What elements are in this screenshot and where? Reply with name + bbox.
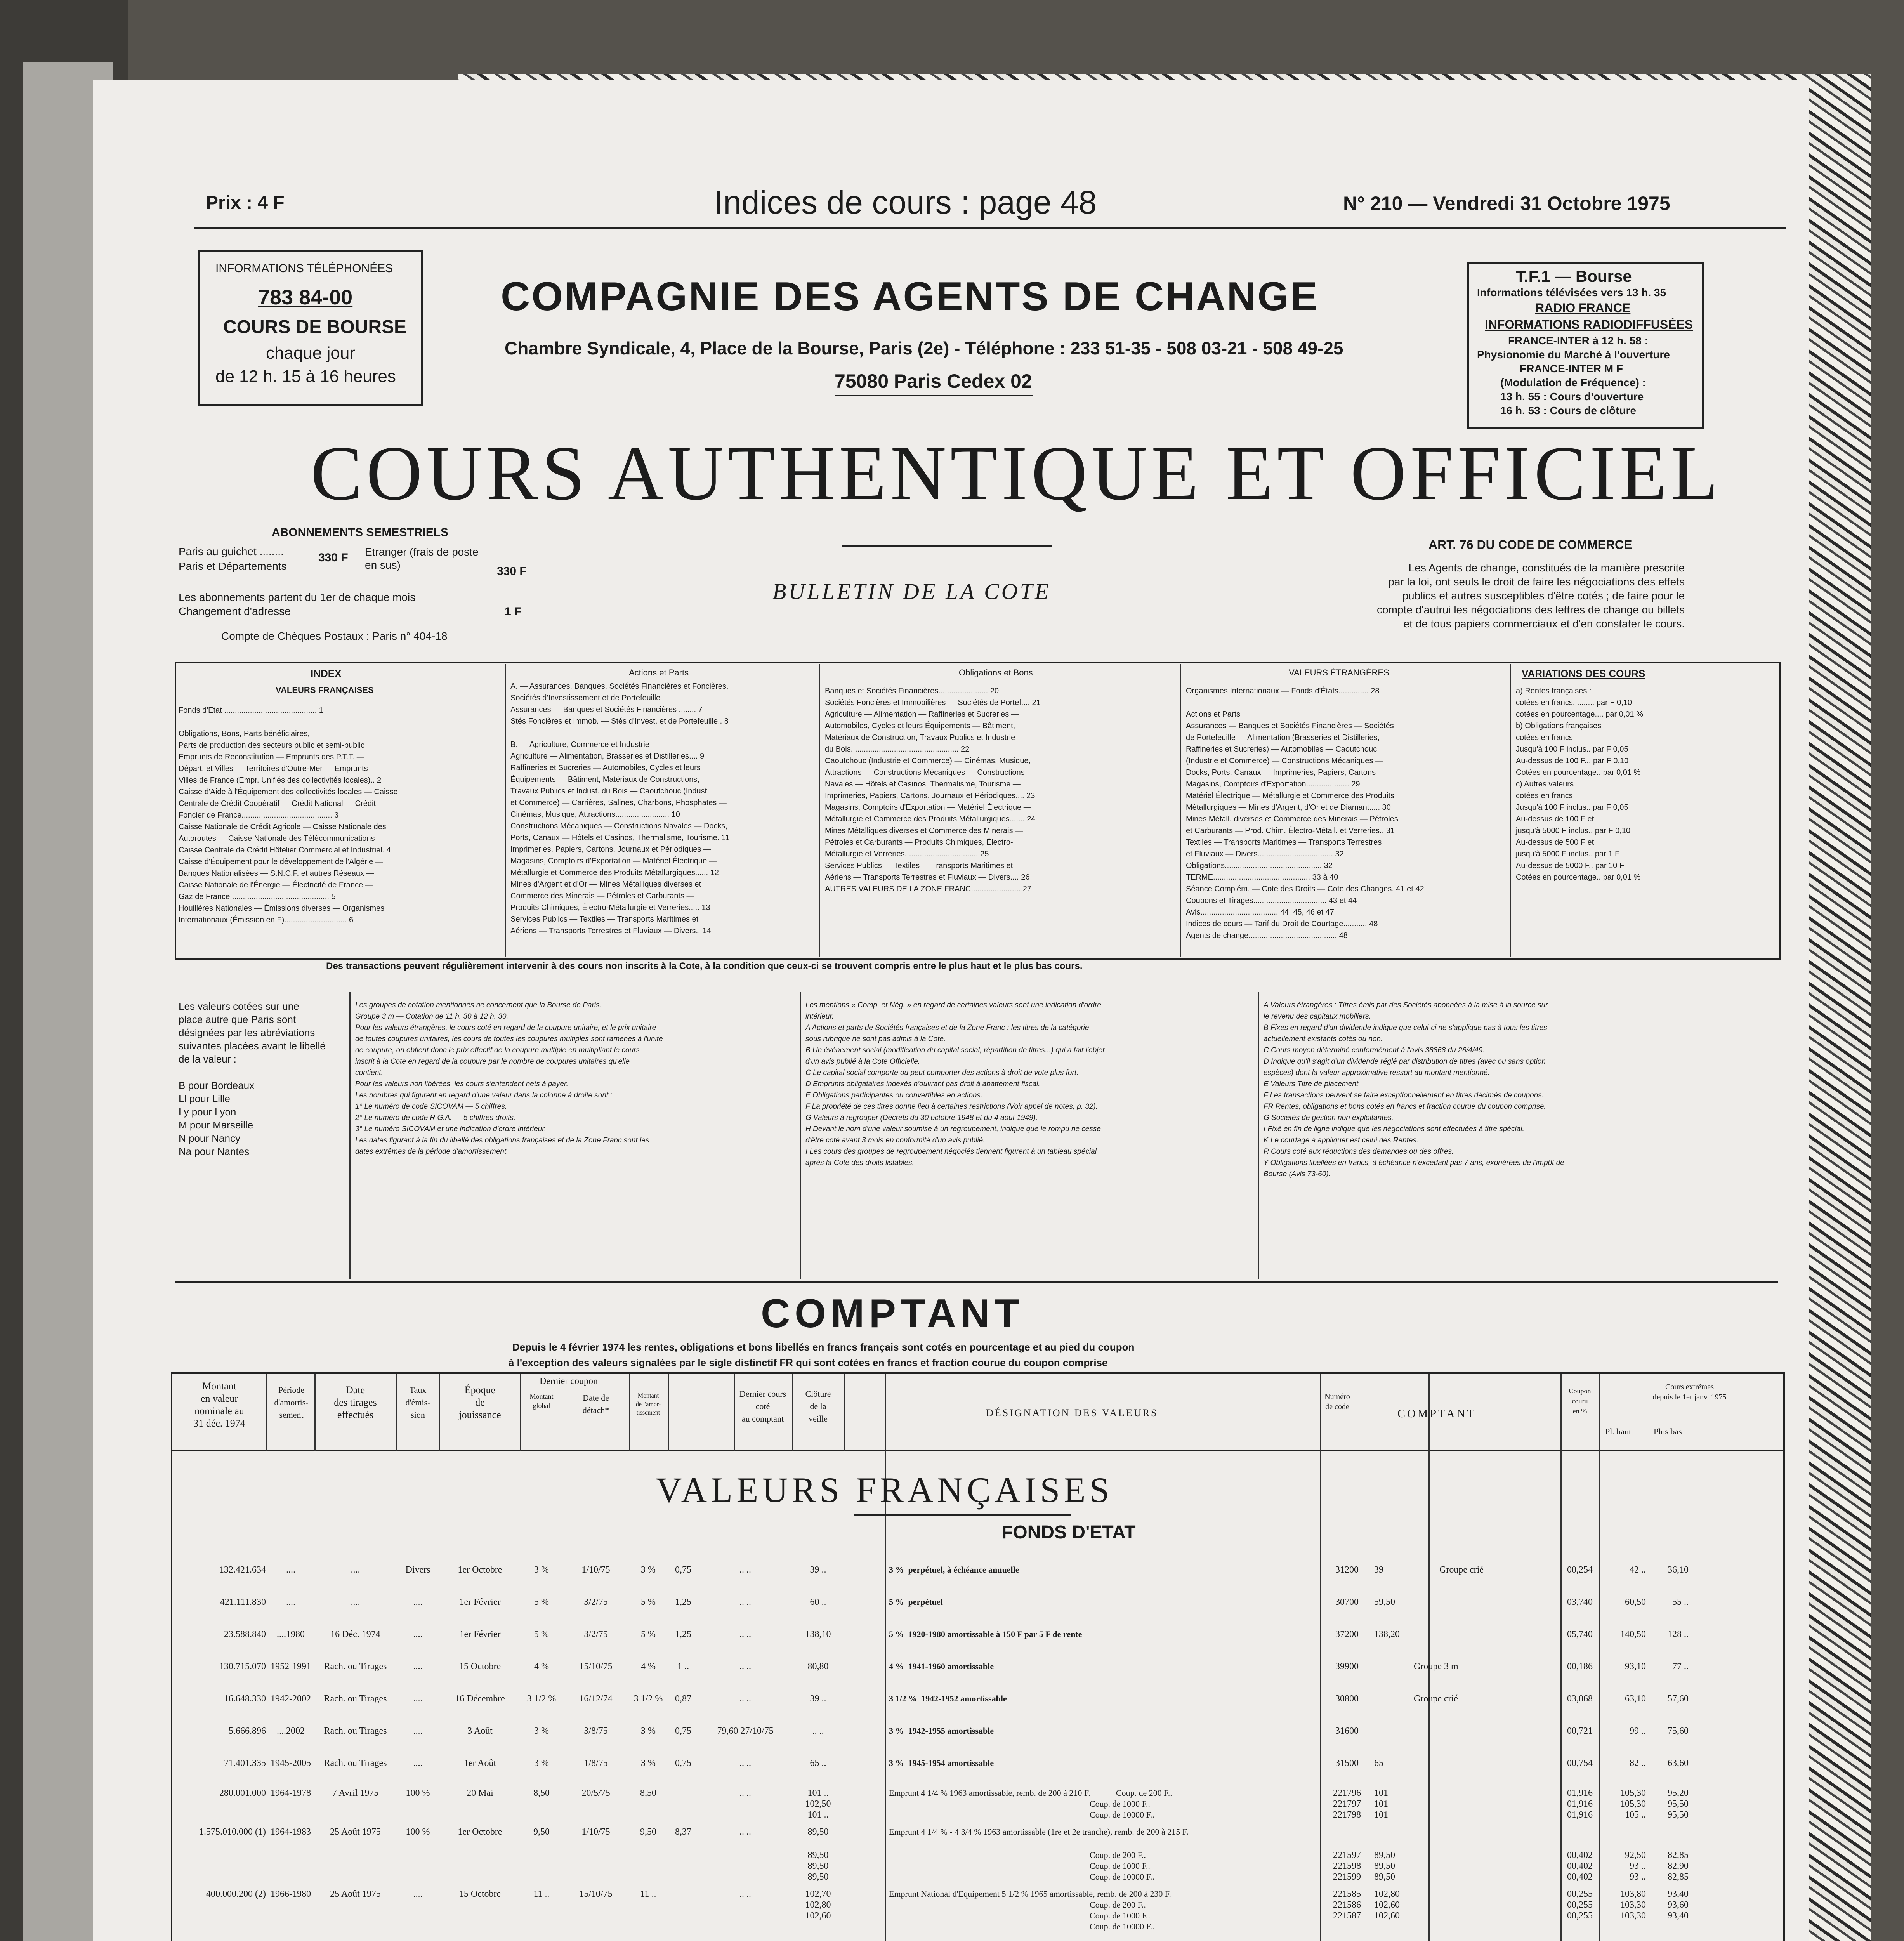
abonnements-p2: 330 F — [497, 565, 527, 578]
newspaper-page — [93, 80, 1809, 1941]
table-cell-haut: 103,80 103,30 103,30 — [1620, 1889, 1646, 1921]
table-cell-taux: .... — [413, 1726, 423, 1736]
table-cell-tirages: Rach. ou Tirages — [324, 1726, 387, 1736]
table-cell-bas: 95,20 95,50 95,50 — [1668, 1788, 1689, 1820]
table-cell-coupon: 8,50 — [533, 1788, 550, 1798]
tf1-l4: FRANCE-INTER à 12 h. 58 : — [1508, 335, 1648, 347]
notes-divider — [349, 992, 351, 1279]
table-cell-montant: 130.715.070 — [219, 1661, 266, 1672]
table-cell-date: 15/10/75 — [579, 1889, 613, 1899]
table-cell-comptant: 102,80 102,60 102,60 — [1374, 1889, 1400, 1921]
table-cell-periode: 1942-2002 — [271, 1694, 311, 1704]
table-cell-montant: 400.000.200 (2) — [206, 1889, 266, 1899]
notes-divider — [800, 992, 801, 1279]
table-cell-dernier: .. .. — [739, 1565, 751, 1575]
table-cell-coupon: 3 % — [534, 1565, 549, 1575]
table-cell-tirages: .... — [351, 1565, 360, 1575]
table-cell-montant: 5.666.896 — [229, 1726, 266, 1736]
table-cell-bas: 77 .. — [1672, 1661, 1689, 1672]
table-cell-taux: 100 % — [406, 1827, 430, 1837]
table-cell-designation: Emprunt 4 1/4 % 1963 amortissable, remb. de 200 à 210 F. Coup. de 200 F.. Coup. de 1000 F.. Coup. de 10000 F.. — [889, 1788, 1172, 1819]
company-cedex: 75080 Paris Cedex 02 — [835, 370, 1032, 392]
table-cell-dernier: .. .. — [739, 1827, 751, 1837]
table-cell-amort: 3 1/2 % — [634, 1694, 663, 1704]
table-cell-date: 3/2/75 — [584, 1597, 608, 1607]
table-cell-designation: 3 1/2 % 1942-1952 amortissable — [889, 1694, 1007, 1703]
section-title: VALEURS FRANÇAISES — [656, 1470, 1113, 1510]
table-cell-tirages: Rach. ou Tirages — [324, 1758, 387, 1768]
tf1-l5: Physionomie du Marché à l'ouverture — [1477, 349, 1670, 361]
col-divider — [668, 1374, 669, 1451]
table-cell-tirages: Rach. ou Tirages — [324, 1661, 387, 1672]
tf1-l7: (Modulation de Fréquence) : — [1500, 377, 1646, 389]
table-cell-periode: 1952-1991 — [271, 1661, 311, 1672]
notes-mid2: Les mentions « Comp. et Nég. » en regard de certaines valeurs sont une indication d'ordre intérieur. A Actions et parts de Sociétés françaises et de la Zone Franc : les titres de la catégorie sous rubrique ne sont pas admis à la Cote. B Un événement social (modification du capital social, répartition de titres...) qui a fait l'objet d'un avis publié à la Cote Officielle. C Le capital social comporte ou peut comporter des actions à droit de vote plus fort. D Emprunts obligataires indexés n'ouvrant pas droit à abattement fiscal. E Obligations participantes ou convertibles en actions. F La propriété de ces titres donne lieu à certaines restrictions (Voir appel de notes, p. 32). G Valeurs à regrouper (Décrets du 30 octobre 1948 et du 4 août 1949). H Devant le nom d'une valeur soumise à un regroupement, indique que le rompu ne cesse d'être coté avant 3 mois en conformité d'un avis publié. I Les cours des groupes de regroupement négociés tiennent figurent à un tableau spécial après la Cote des droits listables. — [805, 1001, 1105, 1167]
table-cell-taux: .... — [413, 1597, 423, 1607]
table-cell-date: 20/5/75 — [581, 1788, 610, 1798]
index-col3: Banques et Sociétés Financières....................... 20 Sociétés Foncières et Immobilières — Sociétés de Portef.... 21 Agriculture — Alimentation — Raffineries et Sucreries — Automobiles, Cycles et leurs Équipements — Bâtiment, Matériaux de Construction, Travaux Publics et Industrie du Bois.................................................. 22 Caoutchouc (Industrie et Commerce) — Cinémas, Musique, Attractions — Constructions Mécaniques — Constructions Navales — Hôtels et Casinos, Thermalisme, Tourisme — Imprimeries, Papiers, Cartons, Journaux et Périodiques.... 23 Magasins, Comptoirs d'Exportation — Matériel Électrique — Métallurgie et Commerce des Produits Métallurgiques....... 24 Mines Métalliques diverses et Commerce des Minerais — Pétroles et Carburants — Produits Chimiques, Électro- Métallurgie et Verreries.................................. 25 Services Publics — Textiles — Transports Maritimes et Aériens — Transports Terrestres et Fluviaux — Divers.... 26 AUTRES VALEURS DE LA ZONE FRANC....................... 27 — [825, 687, 1041, 893]
table-cell-designation: 5 % 1920-1980 amortissable à 150 F par 5 F de rente — [889, 1629, 1082, 1639]
abonnements-l4: Les abonnements partent du 1er de chaque mois — [179, 591, 416, 603]
notes-divider — [1258, 992, 1259, 1279]
index-col4-title: VALEURS ÉTRANGÈRES — [1289, 668, 1389, 677]
th-dernier-cours: Dernier cours coté au comptant — [739, 1389, 786, 1424]
comptant-sub1: Depuis le 4 février 1974 les rentes, obligations et bons libellés en francs français sont cotés en pourcentage et au pied du coupon — [512, 1341, 1135, 1353]
index-col4: Organismes Internationaux — Fonds d'États.............. 28 Actions et Parts Assurances — Banques et Sociétés Financières — Sociétés de Portefeuille — Alimentation (Brasseries et Distilleries, Raffineries et Sucreries) — Automobiles — Caoutchouc (Industrie et Commerce) — Constructions Mécaniques — Docks, Ports, Canaux — Imprimeries, Papiers, Cartons — Magasins, Comptoirs d'Exportation.................... 29 Matériel Électrique — Métallurgie et Commerce des Produits Métallurgiques — Mines d'Argent, d'Or et de Diamant..... 30 Mines Métall. diverses et Commerce des Minerais — Pétroles et Carburants — Prod. Chim. Électro-Métall. et Verreries.. 31 Textiles — Transports Maritimes — Transports Terrestres et Fluviaux — Divers................................... 32 Obligations............................................. 32 TERME............................................. 33 à 40 Séance Complém. — Cote des Droits — Cote des Changes. 41 et 42 Coupons et Tirages.................................. 43 et 44 Avis.................................... 44, 45, 46 et 47 Indices de cours — Tarif du Droit de Courtage........... 48 Agents de change......................................... 48 — [1186, 687, 1424, 940]
table-cell-epoque: 15 Octobre — [459, 1661, 501, 1672]
th-montant-amort: Montant de l'amor- tissement — [635, 1392, 661, 1416]
table-cell-comptant: 138,20 — [1374, 1629, 1400, 1639]
index-col2-title: Actions et Parts — [629, 668, 689, 677]
table-cell-date: 16/12/74 — [579, 1694, 613, 1704]
table-cell-date: 1/8/75 — [584, 1758, 608, 1768]
comptant-title: COMPTANT — [761, 1291, 1024, 1336]
table-cell-cloture: 65 .. — [810, 1758, 826, 1768]
table-cell-cloture: 80,80 — [807, 1661, 829, 1672]
abonnements-p3: 1 F — [505, 605, 522, 618]
abonnements-l1: Paris au guichet ........ — [179, 545, 284, 557]
table-cell-coupon: 11 .. — [533, 1889, 550, 1899]
table-cell-date: 15/10/75 — [579, 1661, 613, 1672]
abonnements-title: ABONNEMENTS SEMESTRIELS — [272, 526, 449, 539]
phone-number: 783 84-00 — [258, 286, 353, 309]
table-cell-tirages: 7 Avril 1975 — [332, 1788, 379, 1798]
abonnements-l5: Changement d'adresse — [179, 605, 291, 617]
company-address: Chambre Syndicale, 4, Place de la Bourse, Paris (2e) - Téléphone : 233 51-35 - 508 03-21 - 508 49-25 — [505, 338, 1343, 358]
table-cell-epoque: 15 Octobre — [459, 1889, 501, 1899]
th-epoque: Époque de jouissance — [459, 1384, 501, 1420]
table-cell-periode: 1966-1980 — [271, 1889, 311, 1899]
table-cell-cloture: 89,50 89,50 89,50 — [807, 1850, 829, 1882]
notes-mid1: Les groupes de cotation mentionnés ne concernent que la Bourse de Paris. Groupe 3 m — Cotation de 11 h. 30 à 12 h. 30. Pour les valeurs étrangères, le cours coté en regard de la coupure unitaire, et le prix unitaire de toutes coupures unitaires, les cours de toutes les coupures multiples sont ramenés à l'unité de coupure, on obtient donc le prix effectif de la coupure multiple en multipliant le cours inscrit à la Cote en regard de la coupure par le nombre de coupures unitaires qu'elle contient. Pour les valeurs non libérées, les cours s'entendent nets à payer. Les nombres qui figurent en regard d'une valeur dans la colonne à droite sont : 1° Le numéro de code SICOVAM — 5 chiffres. 2° Le numéro de code R.G.A. — 5 chiffres droits. 3° Le numéro SICOVAM et une indication d'ordre intérieur. Les dates figurant à la fin du libellé des obligations françaises et de la Zone Franc sont les dates extrêmes de la période d'amortissement. — [355, 1001, 663, 1156]
index-col2: A. — Assurances, Banques, Sociétés Financières et Foncières, Sociétés d'Investissement et de Portefeuille Assurances — Banques et Sociétés Financières ........ 7 Stés Foncières et Immob. — Stés d'Invest. et de Portefeuille.. 8 B. — Agriculture, Commerce et Industrie Agriculture — Alimentation, Brasseries et Distilleries.... 9 Raffineries et Sucreries — Automobiles, Cycles et leurs Équipements — Bâtiment, Matériaux de Constructions, Travaux Publics et Indust. du Bois — Caoutchouc (Indust. et Commerce) — Carrières, Salines, Charbons, Phosphates — Cinémas, Musique, Attractions......................... 10 Constructions Mécaniques — Constructions Navales — Docks, Ports, Canaux — Hôtels et Casinos, Thermalisme, Tourisme. 11 Imprimeries, Papiers, Cartons, Journaux et Périodiques — Magasins, Comptoirs d'Exportation — Matériel Électrique — Métallurgie et Commerce des Produits Métallurgiques...... 12 Mines d'Argent et d'Or — Mines Métalliques diverses et Commerce des Minerais — Pétroles et Carburants — Produits Chimiques, Électro-Métallurgie et Verreries..... 13 Services Publics — Textiles — Transports Maritimes et Aériens — Transports Terrestres et Fluviaux — Divers.. 14 — [510, 682, 730, 935]
col-divider — [844, 1374, 845, 1451]
table-cell-periode: .... — [286, 1565, 295, 1575]
table-cell-couru: 00,721 — [1567, 1726, 1593, 1736]
table-cell-couru: 00,754 — [1567, 1758, 1593, 1768]
table-cell-tirages: .... — [351, 1597, 360, 1607]
table-cell-designation: 3 % perpétuel, à échéance annuelle — [889, 1565, 1019, 1575]
table-cell-comptant: 59,50 — [1374, 1597, 1395, 1607]
th-taux: Taux d'émis- sion — [405, 1385, 430, 1420]
table-cell-couru: 00,186 — [1567, 1661, 1593, 1672]
masthead-rule — [842, 545, 1052, 547]
table-cell-coupon: 5 % — [534, 1597, 549, 1607]
abonnements-l2: Paris et Départements — [179, 560, 287, 572]
table-cell-dernier: .. .. — [739, 1788, 751, 1798]
art76-title: ART. 76 DU CODE DE COMMERCE — [1428, 538, 1632, 552]
table-cell-bas: 93,40 93,60 93,40 — [1668, 1889, 1689, 1921]
table-cell-code: 30700 — [1335, 1597, 1359, 1607]
table-cell-periode: 1964-1983 — [271, 1827, 311, 1837]
table-cell-bas: 63,60 — [1668, 1758, 1689, 1768]
table-cell-cloture: 60 .. — [810, 1597, 826, 1607]
section-subtitle: FONDS D'ETAT — [1001, 1522, 1136, 1543]
table-cell-code: 221597 221598 221599 — [1333, 1850, 1361, 1882]
tf1-l6: FRANCE-INTER M F — [1520, 363, 1623, 375]
index-divider — [1510, 664, 1511, 957]
table-cell-couru: 01,916 01,916 01,916 — [1567, 1788, 1593, 1820]
th-plus-bas: Plus bas — [1654, 1427, 1682, 1436]
table-cell-amort: 3 % — [641, 1726, 656, 1736]
tf1-info-box — [1467, 262, 1704, 429]
table-cell-montant: 421.111.830 — [220, 1597, 266, 1607]
table-cell-bas: 55 .. — [1672, 1597, 1689, 1607]
table-cell-bas: 82,85 82,90 82,85 — [1668, 1850, 1689, 1882]
table-cell-code: 31200 — [1335, 1565, 1359, 1575]
table-cell-montant: 1.575.010.000 (1) — [199, 1827, 266, 1837]
phone-info-box — [198, 250, 423, 406]
table-cell-haut: 140,50 — [1620, 1629, 1646, 1639]
tf1-l9: 16 h. 53 : Cours de clôture — [1500, 405, 1637, 417]
table-cell-amort: 4 % — [641, 1661, 656, 1672]
table-cell-montant: 71.401.335 — [224, 1758, 266, 1768]
th-dernier-coupon: Dernier coupon — [540, 1376, 598, 1386]
issue-date: N° 210 — Vendredi 31 Octobre 1975 — [1343, 193, 1670, 214]
table-cell-date: 3/8/75 — [584, 1726, 608, 1736]
table-cell-designation: Emprunt National d'Equipement 5 1/2 % 1965 amortissable, remb. de 200 à 230 F. Coup. de 200 F.. Coup. de 1000 F.. Coup. de 10000 F.. — [889, 1889, 1171, 1931]
table-cell-comptant: 89,50 89,50 89,50 — [1374, 1850, 1395, 1882]
th-montant: Montant en valeur nominale au 31 déc. 1974 — [193, 1380, 245, 1429]
index-col3-title: Obligations et Bons — [959, 668, 1033, 677]
table-cell-periode: ....2002 — [277, 1726, 305, 1736]
index-col1: Fonds d'Etat ........................................... 1 Obligations, Bons, Parts bénéficiaires, Parts de production des secteurs public et semi-public Emprunts de Reconstitution — Emprunts des P.T.T. — Départ. et Villes — Territoires d'Outre-Mer — Emprunts Villes de France (Empr. Unifiés des collectivités locales).. 2 Caisse d'Aide à l'Équipement des collectivités locales — Caisse Centrale de Crédit Coopératif — Crédit National — Crédit Foncier de France.......................................... 3 Caisse Nationale de Crédit Agricole — Caisse Nationale des Autoroutes — Caisse Nationale des Télécommunications — Caisse Centrale de Crédit Hôtelier Commercial et Industriel. 4 Caisse d'Équipement pour le développement de l'Algérie — Banques Nationalisées — S.N.C.F. et autres Réseaux — Caisse Nationale de l'Énergie — Électricité de France — Gaz de France.............................................. 5 Houillères Nationales — Émissions diverses — Organismes Internationaux (Émission en F)............................. 6 — [179, 706, 398, 924]
th-numero: Numéro de code — [1324, 1392, 1350, 1411]
table-cell-haut: 92,50 93 .. 93 .. — [1625, 1850, 1646, 1882]
table-cell-amort: 9,50 — [640, 1827, 656, 1837]
table-cell-montant: 16.648.330 — [224, 1694, 266, 1704]
table-cell-code: 31600 — [1335, 1726, 1359, 1736]
table-cell-taux: .... — [413, 1661, 423, 1672]
table-cell-cloture: 101 .. 102,50 101 .. — [805, 1788, 831, 1820]
index-divider — [1180, 664, 1181, 957]
table-cell-dernier: .. .. — [739, 1889, 751, 1899]
table-cell-couru: 00,254 — [1567, 1565, 1593, 1575]
table-cell-cloture: .. .. — [812, 1726, 824, 1736]
hours: de 12 h. 15 à 16 heures — [215, 367, 396, 386]
table-cell-tirages: 16 Déc. 1974 — [330, 1629, 380, 1639]
index-col5: a) Rentes françaises : cotées en francs.......... par F 0,10 cotées en pourcentage.... par 0,01 % b) Obligations françaises cotées en francs : Jusqu'à 100 F inclus.. par F 0,05 Au-dessus de 100 F... par F 0,10 Cotées en pourcentage.. par 0,01 % c) Autres valeurs cotées en francs : Jusqu'à 100 F inclus.. par F 0,05 Au-dessus de 100 F et jusqu'à 5000 F inclus.. par F 0,10 Au-dessus de 500 F et jusqu'à 5000 F inclus.. par 1 F Au-dessus de 5000 F.. par 10 F Cotées en pourcentage.. par 0,01 % — [1516, 687, 1643, 882]
table-cell-epoque: 1er Février — [459, 1597, 501, 1607]
table-cell-tirages: 25 Août 1975 — [330, 1827, 381, 1837]
abonnements-l3: Etranger (frais de poste en sus) — [365, 546, 479, 571]
table-cell-taux: Divers — [405, 1565, 430, 1575]
table-cell-periode: ....1980 — [277, 1629, 305, 1639]
table-cell-haut: 42 .. — [1630, 1565, 1646, 1575]
table-cell-frac: 0,75 — [675, 1726, 691, 1736]
th-coupon-couru: Coupon couru en % — [1569, 1387, 1591, 1415]
table-cell-cloture: 39 .. — [810, 1694, 826, 1704]
table-cell-cloture: 102,70 102,80 102,60 — [805, 1889, 831, 1921]
table-cell-coupon: 3 1/2 % — [527, 1694, 556, 1704]
index-divider — [505, 664, 506, 957]
index-title: INDEX — [311, 668, 342, 679]
index-footer: Des transactions peuvent régulièrement intervenir à des cours non inscrits à la Cote, à la condition que ceux-ci se trouvent compris entre le plus haut et le plus bas cours. — [326, 961, 1083, 971]
header-rule — [194, 227, 1786, 229]
table-cell-comptant: 101 101 101 — [1374, 1788, 1388, 1820]
table-cell-montant: 23.588.840 — [224, 1629, 266, 1639]
table-cell-bas: 128 .. — [1668, 1629, 1689, 1639]
comptant-sub2: à l'exception des valeurs signalées par le sigle distinctif FR qui sont cotées en francs et fraction courue du coupon comprise — [509, 1357, 1108, 1368]
table-cell-comptant: Groupe 3 m — [1374, 1661, 1458, 1672]
table-cell-taux: 100 % — [406, 1788, 430, 1798]
table-cell-date: 1/10/75 — [581, 1827, 610, 1837]
table-cell-haut: 63,10 — [1625, 1694, 1646, 1704]
table-cell-dernier: .. .. — [739, 1597, 751, 1607]
chaque-jour: chaque jour — [266, 344, 355, 363]
notes-left: Les valeurs cotées sur une place autre que Paris sont désignées par les abréviations suivantes placées avant le libellé de la valeur : B pour Bordeaux Ll pour Lille Ly pour Lyon M pour Marseille N pour Nancy Na pour Nantes — [179, 1000, 326, 1157]
table-cell-haut: 60,50 — [1625, 1597, 1646, 1607]
table-cell-amort: 3 % — [641, 1565, 656, 1575]
table-cell-designation: 4 % 1941-1960 amortissable — [889, 1661, 994, 1671]
table-cell-epoque: 1er Février — [459, 1629, 501, 1639]
table-cell-cloture: 89,50 — [807, 1827, 829, 1837]
table-cell-bas: 57,60 — [1668, 1694, 1689, 1704]
table-cell-dernier: .. .. — [739, 1629, 751, 1639]
table-cell-bas: 36,10 — [1668, 1565, 1689, 1575]
table-cell-dernier: .. .. — [739, 1758, 751, 1768]
notes-right: A Valeurs étrangères : Titres émis par des Sociétés abonnées à la mise à la source sur le revenu des capitaux mobiliers. B Fixes en regard d'un dividende indique que celui-ci ne s'applique pas à tous les titres actuellement existants cotés ou non. C Cours moyen déterminé conformément à l'avis 38868 du 26/4/49. D Indique qu'il s'agit d'un dividende réglé par distribution de titres (avec ou sans option espèces) dont la valeur approximative ressort au montant mentionné. E Valeurs Titre de placement. F Les transactions peuvent se faire exceptionnellement en titres décimés de coupons. FR Rentes, obligations et bons cotés en francs et fraction courue du coupon comprise. G Sociétés de gestion non exploitantes. I Fixé en fin de ligne indique que les négociations sont effectuées à titre spécial. K Le courtage à appliquer est celui des Rentes. R Cours coté aux réductions des demandes ou des offres. Y Obligations libellées en francs, à échéance n'excédant pas 7 ans, exonérées de l'impôt de Bourse (Avis 73-60). — [1264, 1001, 1564, 1178]
table-cell-coupon: 3 % — [534, 1726, 549, 1736]
tf1-l8: 13 h. 55 : Cours d'ouverture — [1500, 391, 1644, 403]
price: Prix : 4 F — [206, 193, 285, 213]
table-cell-montant: 280.001.000 — [219, 1788, 266, 1798]
table-cell-taux: .... — [413, 1889, 423, 1899]
abonnements-p1: 330 F — [318, 551, 348, 564]
abonnements-l6: Compte de Chèques Postaux : Paris n° 404-18 — [221, 630, 448, 642]
table-cell-periode: 1945-2005 — [271, 1758, 311, 1768]
table-cell-designation: Coup. de 200 F.. Coup. de 1000 F.. Coup. de 10000 F.. — [1090, 1850, 1154, 1882]
phone-info-title: INFORMATIONS TÉLÉPHONÉES — [215, 262, 393, 275]
tf1-l3: INFORMATIONS RADIODIFFUSÉES — [1485, 318, 1693, 332]
table-cell-haut: 105,30 105,30 105 .. — [1620, 1788, 1646, 1820]
table-cell-epoque: 1er Octobre — [458, 1827, 502, 1837]
table-cell-designation: 3 % 1945-1954 amortissable — [889, 1758, 994, 1768]
table-cell-dernier: 79,60 27/10/75 — [717, 1726, 774, 1736]
table-cell-amort: 3 % — [641, 1758, 656, 1768]
section-rule — [854, 1514, 1071, 1516]
table-cell-periode: .... — [286, 1597, 295, 1607]
notes-rule — [175, 1281, 1778, 1283]
table-cell-dernier: .. .. — [739, 1694, 751, 1704]
table-cell-cloture: 39 .. — [810, 1565, 826, 1575]
table-cell-taux: .... — [413, 1629, 423, 1639]
table-cell-code: 39900 — [1335, 1661, 1359, 1672]
index-sub: VALEURS FRANÇAISES — [276, 685, 374, 695]
table-cell-date: 1/10/75 — [581, 1565, 610, 1575]
th-cloture: Clôture de la veille — [805, 1389, 831, 1424]
table-cell-amort: 11 .. — [640, 1889, 656, 1899]
table-cell-epoque: 3 Août — [467, 1726, 493, 1736]
th-designation: DÉSIGNATION DES VALEURS — [986, 1407, 1158, 1418]
table-cell-haut: 99 .. — [1630, 1726, 1646, 1736]
table-cell-taux: .... — [413, 1694, 423, 1704]
table-cell-comptant: Groupe crié — [1374, 1694, 1458, 1704]
table-header-rule — [171, 1450, 1784, 1451]
table-cell-code: 221796 221797 221798 — [1333, 1788, 1361, 1820]
masthead: COURS AUTHENTIQUE ET OFFICIEL — [311, 431, 1722, 516]
tf1-l1: Informations télévisées vers 13 h. 35 — [1477, 286, 1666, 299]
table-cell-couru: 00,402 00,402 00,402 — [1567, 1850, 1593, 1882]
table-cell-taux: .... — [413, 1758, 423, 1768]
index-col5-title: VARIATIONS DES COURS — [1522, 668, 1645, 679]
table-cell-code: 30800 — [1335, 1694, 1359, 1704]
table-cell-code: 37200 — [1335, 1629, 1359, 1639]
table-cell-couru: 00,255 00,255 00,255 — [1567, 1889, 1593, 1921]
th-tirages: Date des tirages effectués — [334, 1384, 377, 1420]
table-cell-couru: 05,740 — [1567, 1629, 1593, 1639]
table-cell-cloture: 138,10 — [805, 1629, 831, 1639]
table-cell-coupon: 9,50 — [533, 1827, 550, 1837]
table-cell-amort: 5 % — [641, 1597, 656, 1607]
table-cell-frac: 0,75 — [675, 1565, 691, 1575]
table-cell-frac: 1,25 — [675, 1597, 691, 1607]
table-cell-coupon: 3 % — [534, 1758, 549, 1768]
col-divider — [520, 1374, 521, 1451]
table-cell-couru: 03,740 — [1567, 1597, 1593, 1607]
table-cell-dernier: .. .. — [739, 1661, 751, 1672]
table-cell-designation: Emprunt 4 1/4 % - 4 3/4 % 1963 amortissable (1re et 2e tranche), remb. de 200 à 215 F. — [889, 1827, 1189, 1837]
table-cell-frac: 1 .. — [677, 1661, 689, 1672]
cedex-underline — [835, 395, 1033, 396]
table-cell-epoque: 16 Décembre — [455, 1694, 505, 1704]
th-comptant: COMPTANT — [1397, 1407, 1476, 1420]
table-cell-designation: 5 % perpétuel — [889, 1597, 943, 1607]
index-divider — [819, 664, 820, 957]
table-cell-coupon: 5 % — [534, 1629, 549, 1639]
table-cell-designation: 3 % 1942-1955 amortissable — [889, 1726, 994, 1736]
table-cell-date: 3/2/75 — [584, 1629, 608, 1639]
table-cell-code: 31500 — [1335, 1758, 1359, 1768]
table-cell-frac: 8,37 — [675, 1827, 691, 1837]
table-cell-couru: 03,068 — [1567, 1694, 1593, 1704]
th-date-detach: Date de détach* — [582, 1393, 609, 1415]
th-montant-global: Montant global — [529, 1392, 554, 1410]
table-cell-comptant: 39 Groupe crié — [1374, 1565, 1484, 1575]
table-cell-epoque: 1er Octobre — [458, 1565, 502, 1575]
th-plus-haut: Pl. haut — [1605, 1427, 1632, 1436]
th-periode: Période d'amortis- sement — [274, 1385, 309, 1420]
table-cell-periode: 1964-1978 — [271, 1788, 311, 1798]
table-cell-frac: 1,25 — [675, 1629, 691, 1639]
table-cell-tirages: Rach. ou Tirages — [324, 1694, 387, 1704]
table-cell-code: 221585 221586 221587 — [1333, 1889, 1361, 1921]
th-extremes: Cours extrêmes depuis le 1er janv. 1975 — [1652, 1383, 1727, 1401]
table-cell-tirages: 25 Août 1975 — [330, 1889, 381, 1899]
table-cell-haut: 82 .. — [1630, 1758, 1646, 1768]
table-cell-frac: 0,75 — [675, 1758, 691, 1768]
table-cell-frac: 0,87 — [675, 1694, 691, 1704]
table-cell-bas: 75,60 — [1668, 1726, 1689, 1736]
tf1-l2: RADIO FRANCE — [1535, 301, 1631, 315]
table-cell-amort: 8,50 — [640, 1788, 656, 1798]
table-cell-amort: 5 % — [641, 1629, 656, 1639]
indices-title: Indices de cours : page 48 — [714, 184, 1097, 220]
table-cell-montant: 132.421.634 — [219, 1565, 266, 1575]
table-cell-coupon: 4 % — [534, 1661, 549, 1672]
table-cell-haut: 93,10 — [1625, 1661, 1646, 1672]
bulletin-title: BULLETIN DE LA COTE — [772, 579, 1051, 604]
col-divider — [885, 1374, 886, 1941]
tf1-title: T.F.1 — Bourse — [1516, 267, 1632, 285]
art76-text: Les Agents de change, constitués de la manière prescrite par la loi, ont seuls le droit de faire les négociations des effets publics et autres susceptibles d'être cotés ; de faire pour le compte d'autrui les négociations des lettres de change ou billets et de tous papiers commerciaux et d'en constater le cours. — [1377, 562, 1685, 630]
table-cell-epoque: 1er Août — [463, 1758, 496, 1768]
company-name: COMPAGNIE DES AGENTS DE CHANGE — [501, 274, 1319, 319]
table-cell-epoque: 20 Mai — [467, 1788, 493, 1798]
table-cell-comptant: 65 — [1374, 1758, 1383, 1768]
cours-bourse: COURS DE BOURSE — [223, 317, 407, 337]
